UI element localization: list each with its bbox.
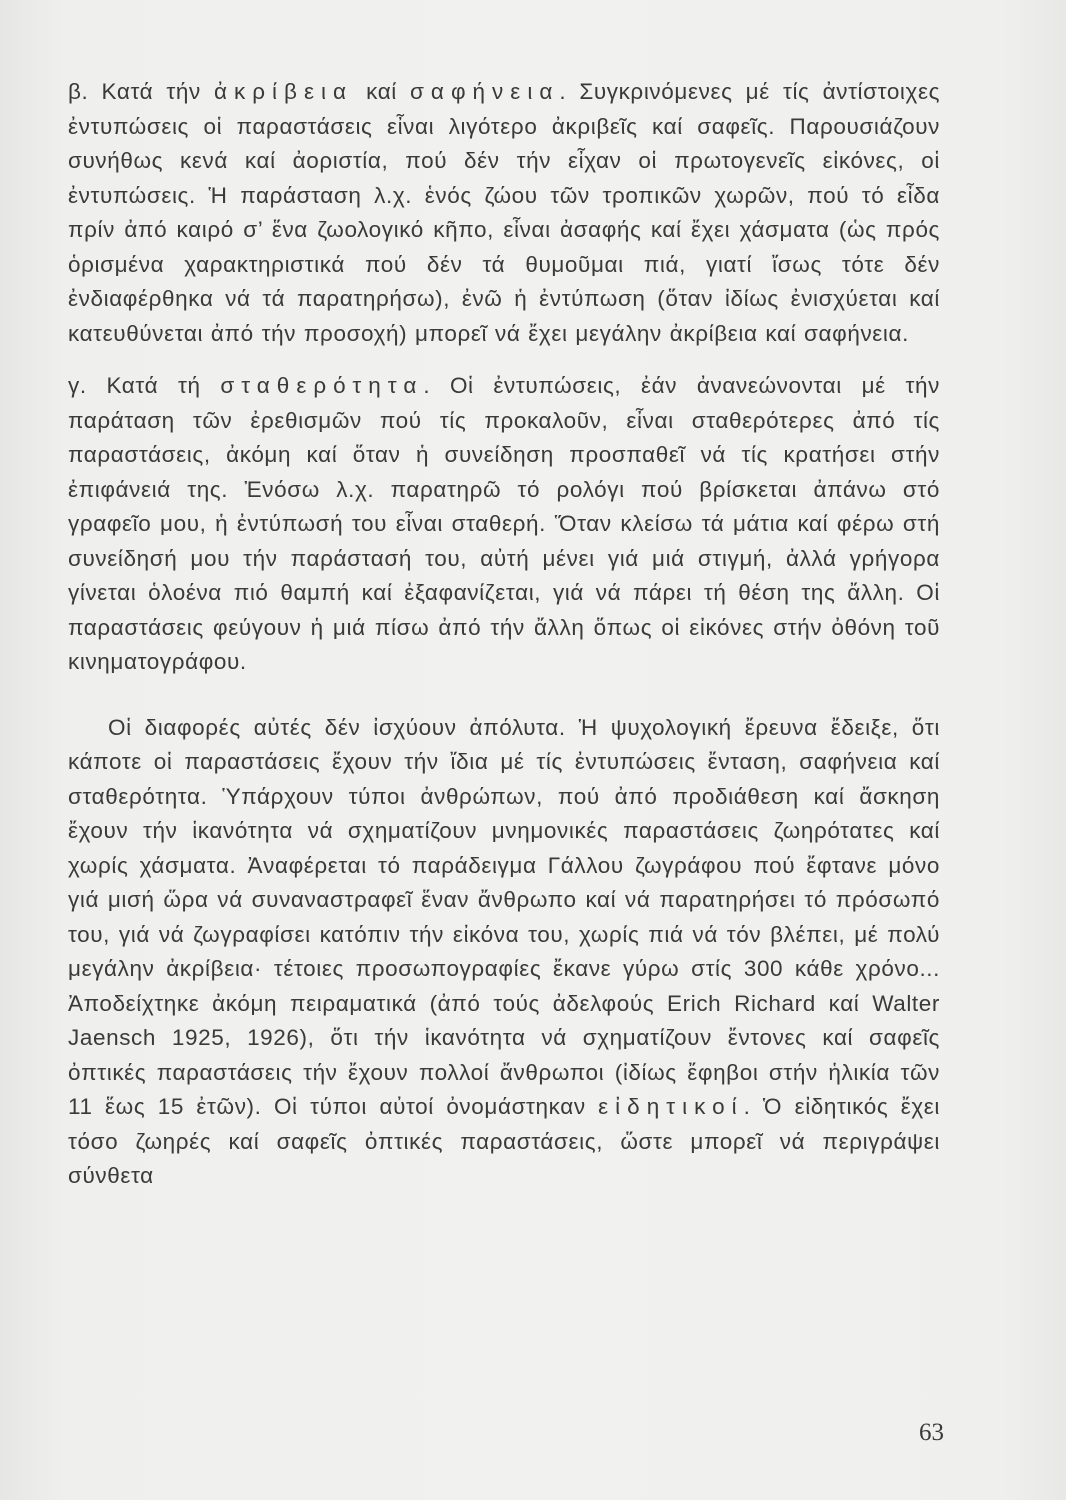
- paragraph-lead: γ. Κατά τή: [68, 373, 221, 398]
- spaced-term: σταθερότητα: [220, 373, 424, 398]
- paragraph-stability: [68, 369, 940, 680]
- paragraph-body: . Οἱ ἐντυπώσεις, ἐάν ἀνανεώνονται μέ τήν παράταση τῶν ἐρεθισμῶν πού τίς προκαλοῦν, εἶναι σταθερότερες ἀπό τίς παραστάσεις, ἀκόμη καί ὅταν ἡ συνείδηση προσπαθεῖ νά τίς κρατήσει στήν ἐπιφάνειά της. Ἐνόσω λ.χ. παρατηρῶ τό ρολόγι πού βρίσκεται ἀπάνω στό γραφεῖο μου, ἡ ἐντύπωσή του εἶναι σταθερή. Ὅταν κλείσω τά μάτια καί φέρω στή συνείδησή μου τήν παράστασή του, αὐτή μένει γιά μιά στιγμή, ἀλλά γρήγορα γίνεται ὁλοένα πιό θαμπή καί ἐξαφανίζεται, γιά νά πάρει τή θέση της ἄλλη. Οἱ παραστάσεις φεύγουν ἡ μιά πίσω ἀπό τήν ἄλλη ὅπως οἱ εἰκόνες στήν ὀθόνη τοῦ κινηματογράφου.: [68, 373, 940, 674]
- page-number: 63: [919, 1419, 944, 1446]
- paragraph-lead: Οἱ διαφορές αὐτές δέν ἰσχύουν ἀπόλυτα. Ἡ ψυχολογική ἔρευνα ἔδειξε, ὅτι κάποτε οἱ παραστάσεις ἔχουν τήν ἴδια μέ τίς ἐντυπώσεις ἔνταση, σαφήνεια καί σταθερότητα. Ὑπάρχουν τύποι ἀνθρώπων, πού ἀπό προδιάθεση καί ἄσκηση ἔχουν τήν ἱκανότητα νά σχηματίζουν μνημονικές παραστάσεις ζωηρότατες καί χωρίς χάσματα. Ἀναφέρεται τό παράδειγμα Γάλλου ζωγράφου πού ἔφτανε μόνο γιά μισή ὥρα νά συναναστραφεῖ ἕναν ἄνθρωπο καί νά παρατηρήσει τό πρόσωπό του, γιά νά ζωγραφίσει κατόπιν τήν εἰκόνα του, χωρίς πιά νά τόν βλέπει, μέ πολύ μεγάλην ἀκρίβεια· τέτοιες προσωπογραφίες ἔκανε γύρω στίς 300 κάθε χρόνο... Ἀποδείχτηκε ἀκόμη πειραματικά (ἀπό τούς ἀδελφούς Erich Richard καί Walter Jaensch 1925, 1926), ὅτι τήν ἱκανότητα νά σχηματίζουν ἔντονες καί σαφεῖς ὀπτικές παραστάσεις τήν ἔχουν πολλοί ἄνθρωποι (ἰδίως ἔφηβοι στήν ἡλικία τῶν 11 ἕως 15 ἐτῶν). Οἱ τύποι αὐτοί ὀνομάστηκαν: [68, 714, 940, 1119]
- spaced-term: εἰδητικοί: [598, 1094, 744, 1119]
- body-text: [68, 75, 940, 1194]
- paragraph-body: . Ὁ εἰδητικός ἔχει τόσο ζωηρές καί σαφεῖς ὀπτικές παραστάσεις, ὥστε μπορεῖ νά περιγράψει σύνθετα: [68, 1094, 940, 1188]
- spaced-term: σαφήνεια: [410, 79, 560, 104]
- paragraph-accuracy: [68, 75, 940, 351]
- paragraph-lead: β. Κατά τήν: [68, 79, 214, 104]
- paragraph-connector: καί: [353, 79, 411, 104]
- spaced-term: ἀκρίβεια: [213, 79, 353, 104]
- paragraph-differences: [68, 711, 940, 1194]
- paragraph-body: . Συγκρινόμενες μέ τίς ἀντίστοιχες ἐντυπώσεις οἱ παραστάσεις εἶναι λιγότερο ἀκριβεῖς καί σαφεῖς. Παρουσιάζουν συνήθως κενά καί ἀοριστία, πού δέν τήν εἶχαν οἱ πρωτογενεῖς εἰκόνες, οἱ ἐντυπώσεις. Ἡ παράσταση λ.χ. ἑνός ζώου τῶν τροπικῶν χωρῶν, πού τό εἶδα πρίν ἀπό καιρό σ’ ἕνα ζωολογικό κῆπο, εἶναι ἀσαφής καί ἔχει χάσματα (ὡς πρός ὁρισμένα χαρακτηριστικά πού δέν τά θυμοῦμαι πιά, γιατί ἴσως τότε δέν ἐνδιαφέρθηκα νά τά παρατηρήσω), ἐνῶ ἡ ἐντύπωση (ὅταν ἰδίως ἐνισχύεται καί κατευθύνεται ἀπό τήν προσοχή) μπορεῖ νά ἔχει μεγάλην ἀκρίβεια καί σαφήνεια.: [68, 79, 941, 346]
